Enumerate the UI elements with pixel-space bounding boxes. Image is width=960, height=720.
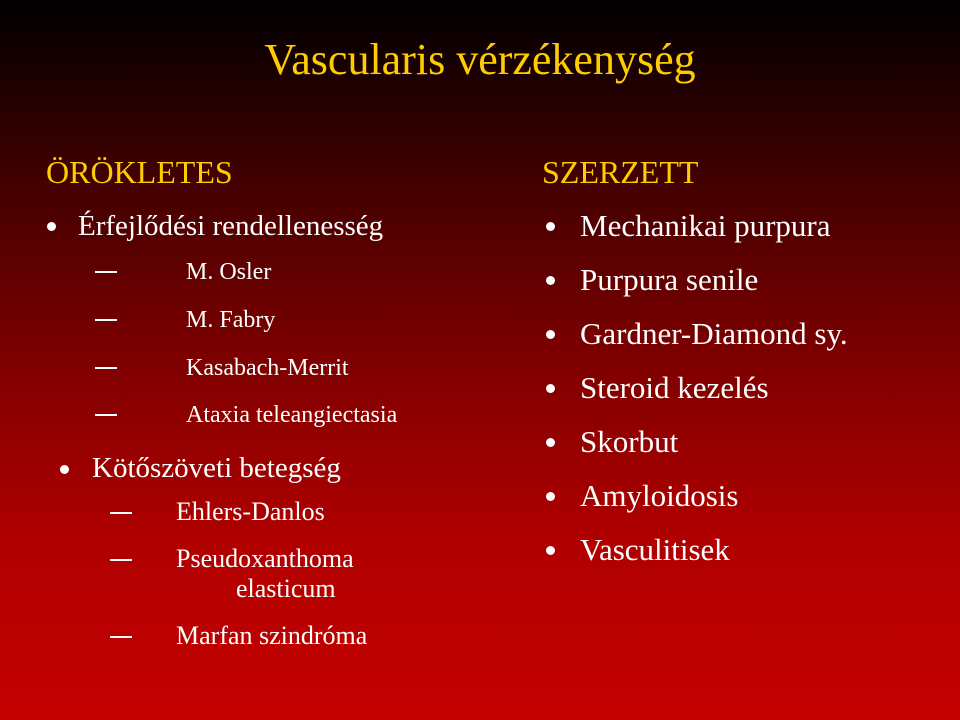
right-item: Vasculitisek — [580, 532, 730, 567]
dash — [95, 414, 117, 416]
group2-item-continuation: elasticum — [236, 574, 336, 603]
left-heading: ÖRÖKLETES — [46, 154, 233, 190]
bullet — [546, 546, 555, 555]
bullet — [546, 222, 555, 231]
right-item: Gardner-Diamond sy. — [580, 316, 848, 351]
dash — [95, 271, 117, 273]
group1-item: Ataxia teleangiectasia — [186, 402, 398, 428]
bullet — [546, 438, 555, 447]
right-item: Steroid kezelés — [580, 370, 769, 405]
dash — [110, 512, 132, 514]
right-item: Mechanikai purpura — [580, 208, 831, 243]
right-item: Amyloidosis — [580, 478, 739, 513]
bullet — [47, 222, 56, 231]
slide-title: Vascularis vérzékenység — [264, 35, 696, 84]
bullet — [546, 330, 555, 339]
group2-item: Ehlers-Danlos — [176, 497, 325, 526]
right-item: Purpura senile — [580, 262, 759, 297]
right-item: Skorbut — [580, 424, 679, 459]
dash — [110, 559, 132, 561]
group1-label: Érfejlődési rendellenesség — [78, 210, 384, 242]
dash — [110, 636, 132, 638]
group2-label: Kötőszöveti betegség — [92, 452, 341, 484]
right-heading: SZERZETT — [542, 154, 699, 190]
bullet — [546, 384, 555, 393]
dash — [95, 319, 117, 321]
bullet — [546, 492, 555, 501]
dash — [95, 367, 117, 369]
group2-item: Marfan szindróma — [176, 621, 368, 650]
group2-item: Pseudoxanthoma — [176, 544, 354, 573]
bullet — [60, 465, 69, 474]
group1-item: M. Fabry — [186, 307, 276, 333]
group1-item: Kasabach-Merrit — [186, 355, 349, 381]
group1-item: M. Osler — [186, 259, 272, 285]
bullet — [546, 276, 555, 285]
